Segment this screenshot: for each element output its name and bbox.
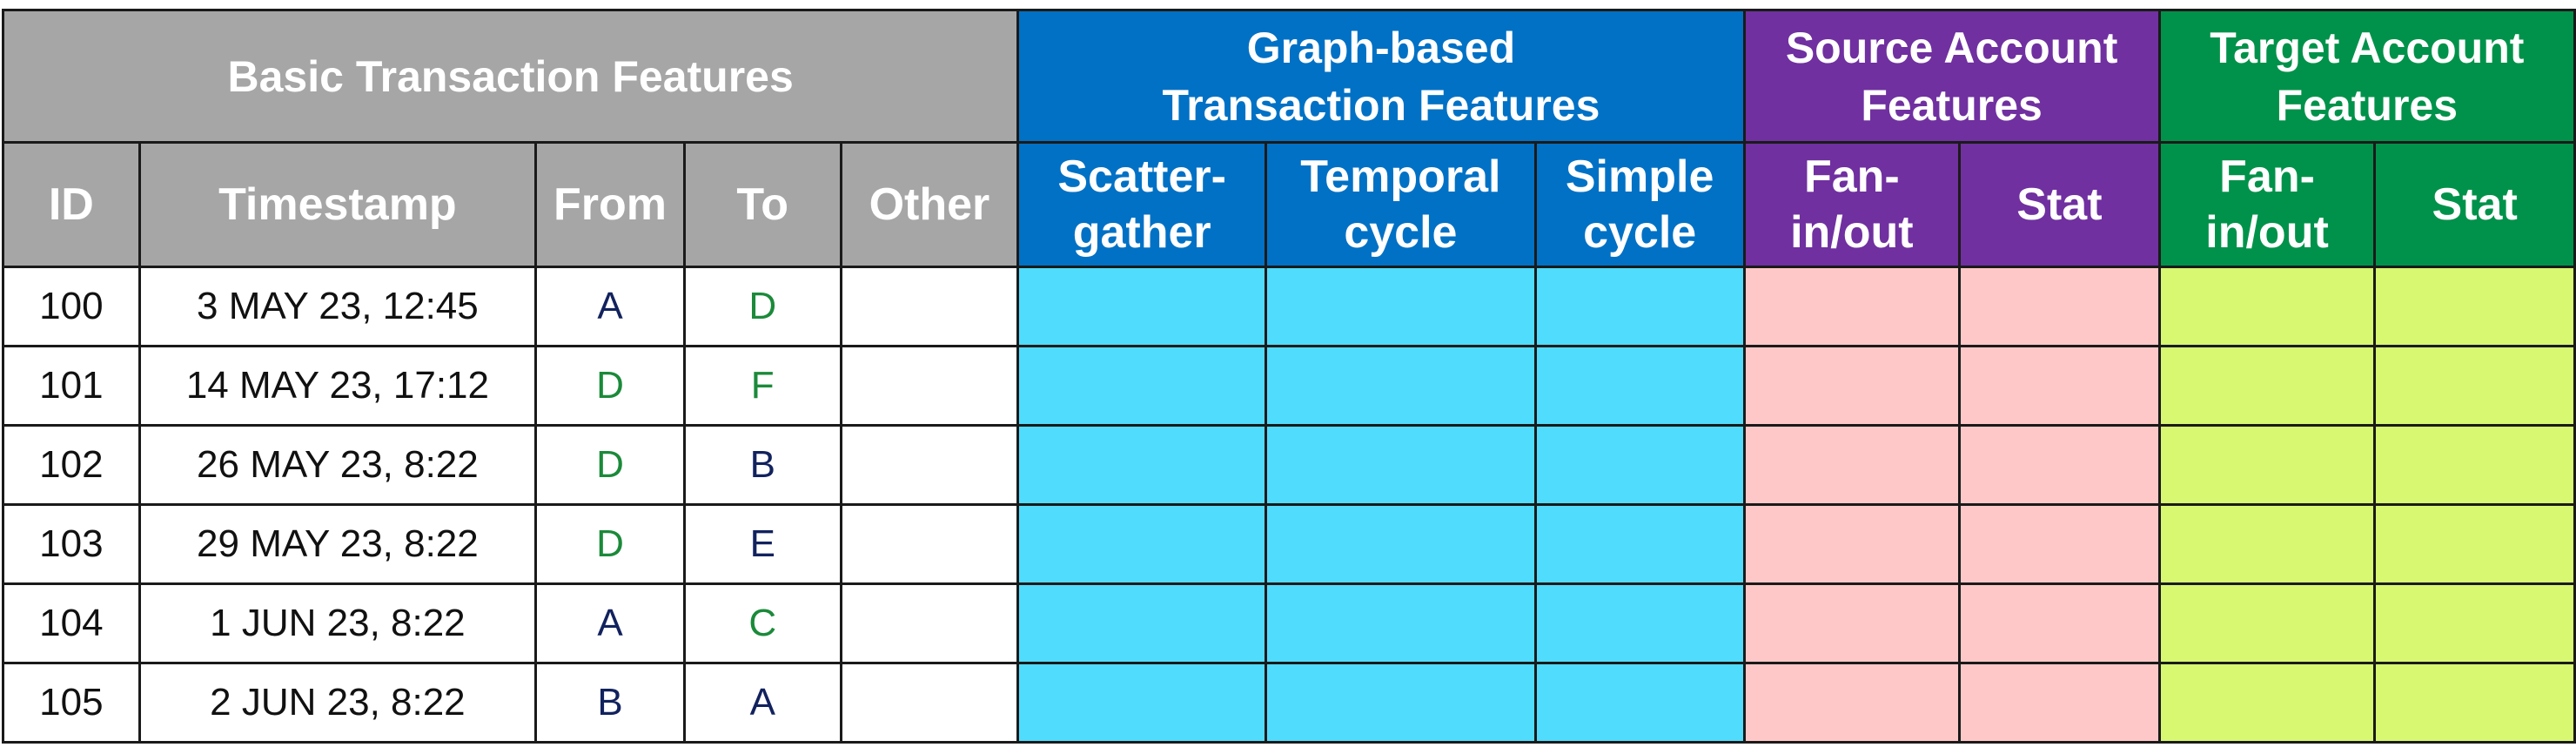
row-source-stat-cell bbox=[1960, 663, 2160, 743]
row-source-fan-cell bbox=[1744, 267, 1960, 347]
row-source-fan-cell bbox=[1744, 505, 1960, 584]
row-scatter-gather-cell bbox=[1018, 267, 1266, 347]
row-temporal-cycle-cell bbox=[1266, 663, 1536, 743]
row-id-cell: 100 bbox=[3, 267, 140, 347]
row-timestamp-cell: 1 JUN 23, 8:22 bbox=[139, 584, 535, 663]
row-source-stat-cell bbox=[1960, 505, 2160, 584]
col-simple-cycle-header bbox=[1535, 143, 1744, 267]
source-account-title-line1: Source Account bbox=[1785, 23, 2118, 72]
col-id-label: ID bbox=[48, 179, 94, 230]
col-scatter-gather-header bbox=[1018, 143, 1266, 267]
row-from-cell: A bbox=[536, 267, 685, 347]
col-temporal-cycle-line1: Temporal bbox=[1300, 151, 1501, 202]
row-id-cell: 101 bbox=[3, 347, 140, 426]
row-target-fan-cell bbox=[2159, 426, 2375, 505]
row-from-cell: A bbox=[536, 584, 685, 663]
col-scatter-gather-line2: gather bbox=[1072, 207, 1211, 258]
row-source-stat-cell bbox=[1960, 426, 2160, 505]
basic-features-header bbox=[3, 10, 1018, 143]
col-target-fan-line2: in/out bbox=[2205, 207, 2329, 258]
col-source-stat-header bbox=[1960, 143, 2160, 267]
row-to-cell: F bbox=[684, 347, 841, 426]
row-temporal-cycle-cell bbox=[1266, 347, 1536, 426]
row-target-fan-cell bbox=[2159, 584, 2375, 663]
col-target-stat-header bbox=[2375, 143, 2575, 267]
row-other-cell bbox=[841, 426, 1018, 505]
row-other-cell bbox=[841, 267, 1018, 347]
row-simple-cycle-cell bbox=[1535, 663, 1744, 743]
row-to-cell: A bbox=[684, 663, 841, 743]
row-simple-cycle-cell bbox=[1535, 584, 1744, 663]
row-target-fan-cell bbox=[2159, 663, 2375, 743]
row-target-fan-cell bbox=[2159, 267, 2375, 347]
row-id-cell: 103 bbox=[3, 505, 140, 584]
row-scatter-gather-cell bbox=[1018, 505, 1266, 584]
row-simple-cycle-cell bbox=[1535, 347, 1744, 426]
row-other-cell bbox=[841, 584, 1018, 663]
row-other-cell bbox=[841, 347, 1018, 426]
row-source-stat-cell bbox=[1960, 267, 2160, 347]
row-simple-cycle-cell bbox=[1535, 267, 1744, 347]
col-target-stat-label: Stat bbox=[2432, 179, 2518, 230]
row-source-fan-cell bbox=[1744, 426, 1960, 505]
col-from-label: From bbox=[553, 179, 667, 230]
row-to-cell: B bbox=[684, 426, 841, 505]
row-other-cell bbox=[841, 505, 1018, 584]
row-to-cell: D bbox=[684, 267, 841, 347]
row-source-stat-cell bbox=[1960, 347, 2160, 426]
col-source-fan-header bbox=[1744, 143, 1960, 267]
basic-features-title: Basic Transaction Features bbox=[227, 51, 794, 101]
column-header-row bbox=[3, 143, 2575, 267]
col-other-header bbox=[841, 143, 1018, 267]
row-timestamp-cell: 26 MAY 23, 8:22 bbox=[139, 426, 535, 505]
row-temporal-cycle-cell bbox=[1266, 505, 1536, 584]
row-source-fan-cell bbox=[1744, 584, 1960, 663]
table-row bbox=[3, 426, 2575, 505]
row-to-cell: C bbox=[684, 584, 841, 663]
row-target-stat-cell bbox=[2375, 505, 2575, 584]
row-other-cell bbox=[841, 663, 1018, 743]
col-source-fan-line2: in/out bbox=[1790, 207, 1914, 258]
row-source-stat-cell bbox=[1960, 584, 2160, 663]
col-simple-cycle-line1: Simple bbox=[1565, 151, 1714, 202]
graph-features-header bbox=[1018, 10, 1744, 143]
group-header-row bbox=[3, 10, 2575, 143]
col-temporal-cycle-line2: cycle bbox=[1344, 207, 1458, 258]
col-id-header bbox=[3, 143, 140, 267]
col-source-stat-label: Stat bbox=[2016, 179, 2103, 230]
row-timestamp-cell: 14 MAY 23, 17:12 bbox=[139, 347, 535, 426]
row-target-fan-cell bbox=[2159, 347, 2375, 426]
col-source-fan-line1: Fan- bbox=[1803, 151, 1900, 202]
graph-features-title-line1: Graph-based bbox=[1246, 23, 1516, 72]
row-target-stat-cell bbox=[2375, 584, 2575, 663]
table-row bbox=[3, 663, 2575, 743]
target-account-title-line1: Target Account bbox=[2210, 23, 2525, 72]
row-simple-cycle-cell bbox=[1535, 426, 1744, 505]
row-scatter-gather-cell bbox=[1018, 347, 1266, 426]
col-to-label: To bbox=[736, 179, 789, 230]
row-id-cell: 105 bbox=[3, 663, 140, 743]
table-row bbox=[3, 584, 2575, 663]
row-from-cell: D bbox=[536, 426, 685, 505]
col-target-fan-line1: Fan- bbox=[2219, 151, 2315, 202]
transaction-features-table bbox=[2, 9, 2576, 744]
col-to-header bbox=[684, 143, 841, 267]
row-scatter-gather-cell bbox=[1018, 584, 1266, 663]
row-from-cell: B bbox=[536, 663, 685, 743]
row-from-cell: D bbox=[536, 505, 685, 584]
row-timestamp-cell: 3 MAY 23, 12:45 bbox=[139, 267, 535, 347]
target-account-header bbox=[2159, 10, 2574, 143]
row-target-stat-cell bbox=[2375, 426, 2575, 505]
table-row bbox=[3, 267, 2575, 347]
col-simple-cycle-line2: cycle bbox=[1583, 207, 1697, 258]
row-source-fan-cell bbox=[1744, 347, 1960, 426]
row-temporal-cycle-cell bbox=[1266, 426, 1536, 505]
col-timestamp-label: Timestamp bbox=[218, 179, 457, 230]
row-target-fan-cell bbox=[2159, 505, 2375, 584]
row-to-cell: E bbox=[684, 505, 841, 584]
row-id-cell: 104 bbox=[3, 584, 140, 663]
row-target-stat-cell bbox=[2375, 663, 2575, 743]
col-target-fan-header bbox=[2159, 143, 2375, 267]
col-from-header bbox=[536, 143, 685, 267]
source-account-title-line2: Features bbox=[1861, 80, 2043, 130]
row-id-cell: 102 bbox=[3, 426, 140, 505]
row-timestamp-cell: 29 MAY 23, 8:22 bbox=[139, 505, 535, 584]
transaction-rows bbox=[3, 267, 2575, 743]
table-row bbox=[3, 347, 2575, 426]
row-simple-cycle-cell bbox=[1535, 505, 1744, 584]
col-scatter-gather-line1: Scatter- bbox=[1057, 151, 1226, 202]
row-from-cell: D bbox=[536, 347, 685, 426]
source-account-header bbox=[1744, 10, 2159, 143]
row-timestamp-cell: 2 JUN 23, 8:22 bbox=[139, 663, 535, 743]
target-account-title-line2: Features bbox=[2276, 80, 2459, 130]
row-scatter-gather-cell bbox=[1018, 426, 1266, 505]
row-target-stat-cell bbox=[2375, 347, 2575, 426]
table-row bbox=[3, 505, 2575, 584]
row-scatter-gather-cell bbox=[1018, 663, 1266, 743]
row-target-stat-cell bbox=[2375, 267, 2575, 347]
col-other-label: Other bbox=[869, 179, 990, 230]
col-temporal-cycle-header bbox=[1266, 143, 1536, 267]
row-temporal-cycle-cell bbox=[1266, 267, 1536, 347]
row-temporal-cycle-cell bbox=[1266, 584, 1536, 663]
col-timestamp-header bbox=[139, 143, 535, 267]
row-source-fan-cell bbox=[1744, 663, 1960, 743]
graph-features-title-line2: Transaction Features bbox=[1162, 80, 1600, 130]
